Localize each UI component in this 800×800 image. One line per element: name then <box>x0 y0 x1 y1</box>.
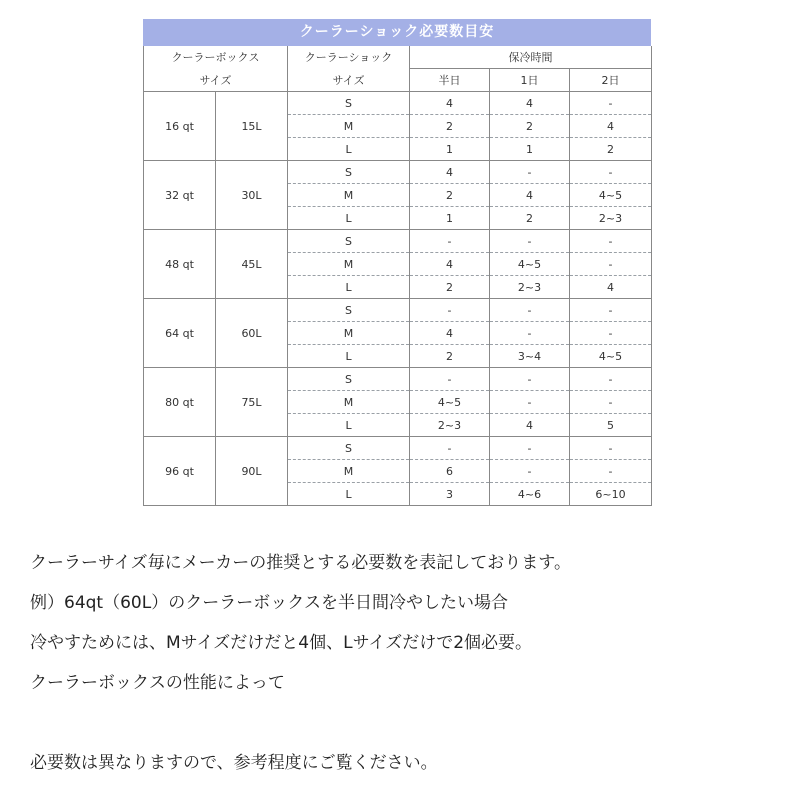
note-line: 例）64qt（60L）のクーラーボックスを半日間冷やしたい場合 <box>30 593 509 613</box>
two-day-cell: - <box>570 253 652 276</box>
two-day-cell: 2 <box>570 138 652 161</box>
half-day-cell: 2 <box>410 184 490 207</box>
two-day-cell: 5 <box>570 414 652 437</box>
table-row <box>144 437 652 460</box>
note-line: クーラーサイズ毎にメーカーの推奨とする必要数を表記しております。 <box>30 553 571 573</box>
two-day-cell: - <box>570 161 652 184</box>
half-day-cell: 2 <box>410 276 490 299</box>
shock-size-cell: S <box>288 368 410 391</box>
shock-size-cell: M <box>288 115 410 138</box>
notes <box>30 543 790 783</box>
one-day-cell: 3~4 <box>490 345 570 368</box>
two-day-cell: 4~5 <box>570 184 652 207</box>
one-day-cell: 4~6 <box>490 483 570 506</box>
half-day-cell: 2 <box>410 115 490 138</box>
two-day-cell: 2~3 <box>570 207 652 230</box>
one-day-cell: 2 <box>490 115 570 138</box>
two-day-cell: 6~10 <box>570 483 652 506</box>
cooler-qt-cell: 64 qt <box>144 299 216 368</box>
one-day-cell: 4 <box>490 414 570 437</box>
one-day-cell: - <box>490 368 570 391</box>
half-day-cell: 4 <box>410 253 490 276</box>
half-day-cell: 6 <box>410 460 490 483</box>
shock-size-cell: S <box>288 161 410 184</box>
note-line: 冷やすためには、Mサイズだけだと4個、Lサイズだけで2個必要。 <box>30 633 533 653</box>
header-half-day: 半日 <box>410 69 490 92</box>
shock-size-cell: S <box>288 299 410 322</box>
cooler-qt-cell: 80 qt <box>144 368 216 437</box>
table-row <box>144 299 652 322</box>
shock-size-cell: L <box>288 483 410 506</box>
header-cooler-shock: クーラーショック <box>288 46 410 69</box>
shock-size-cell: S <box>288 92 410 115</box>
one-day-cell: 1 <box>490 138 570 161</box>
cooler-liter-cell: 15L <box>216 92 288 161</box>
two-day-cell: - <box>570 92 652 115</box>
shock-size-cell: L <box>288 207 410 230</box>
one-day-cell: 4 <box>490 184 570 207</box>
half-day-cell: 4 <box>410 161 490 184</box>
table-row <box>144 368 652 391</box>
two-day-cell: - <box>570 299 652 322</box>
half-day-cell: 3 <box>410 483 490 506</box>
half-day-cell: - <box>410 230 490 253</box>
cooler-qt-cell: 96 qt <box>144 437 216 506</box>
half-day-cell: 4~5 <box>410 391 490 414</box>
one-day-cell: - <box>490 460 570 483</box>
half-day-cell: - <box>410 437 490 460</box>
cooler-qt-cell: 32 qt <box>144 161 216 230</box>
one-day-cell: - <box>490 161 570 184</box>
shock-size-cell: M <box>288 391 410 414</box>
cooler-liter-cell: 45L <box>216 230 288 299</box>
one-day-cell: - <box>490 391 570 414</box>
half-day-cell: - <box>410 299 490 322</box>
note-blank-line <box>30 703 790 743</box>
one-day-cell: - <box>490 437 570 460</box>
half-day-cell: 2~3 <box>410 414 490 437</box>
header-keep-time: 保冷時間 <box>410 46 652 69</box>
header-cooler-shock-size: サイズ <box>288 69 410 92</box>
one-day-cell: 4 <box>490 92 570 115</box>
one-day-cell: 2~3 <box>490 276 570 299</box>
table-title: クーラーショック必要数目安 <box>143 19 651 46</box>
half-day-cell: 1 <box>410 138 490 161</box>
shock-size-cell: M <box>288 460 410 483</box>
shock-size-cell: S <box>288 230 410 253</box>
header-cooler-box-size: サイズ <box>144 69 288 92</box>
half-day-cell: 1 <box>410 207 490 230</box>
cooler-liter-cell: 75L <box>216 368 288 437</box>
table-header <box>144 46 652 92</box>
two-day-cell: 4 <box>570 115 652 138</box>
cooler-qt-cell: 16 qt <box>144 92 216 161</box>
one-day-cell: - <box>490 230 570 253</box>
shock-size-cell: M <box>288 322 410 345</box>
half-day-cell: 4 <box>410 322 490 345</box>
table-row <box>144 161 652 184</box>
half-day-cell: - <box>410 368 490 391</box>
table-row <box>144 92 652 115</box>
table-row <box>144 230 652 253</box>
header-one-day: 1日 <box>490 69 570 92</box>
shock-size-cell: M <box>288 184 410 207</box>
shock-size-cell: L <box>288 276 410 299</box>
note-line: クーラーボックスの性能によって <box>30 673 285 693</box>
cooler-shock-table <box>143 46 652 506</box>
cooler-liter-cell: 30L <box>216 161 288 230</box>
shock-size-cell: L <box>288 138 410 161</box>
cooler-shock-table-wrap <box>143 19 651 506</box>
two-day-cell: 4~5 <box>570 345 652 368</box>
two-day-cell: - <box>570 230 652 253</box>
shock-size-cell: L <box>288 414 410 437</box>
two-day-cell: - <box>570 322 652 345</box>
one-day-cell: 4~5 <box>490 253 570 276</box>
cooler-liter-cell: 90L <box>216 437 288 506</box>
two-day-cell: 4 <box>570 276 652 299</box>
cooler-liter-cell: 60L <box>216 299 288 368</box>
one-day-cell: - <box>490 299 570 322</box>
half-day-cell: 4 <box>410 92 490 115</box>
note-line: 必要数は異なりますので、参考程度にご覧ください。 <box>30 753 438 773</box>
one-day-cell: - <box>490 322 570 345</box>
header-cooler-box: クーラーボックス <box>144 46 288 69</box>
two-day-cell: - <box>570 437 652 460</box>
two-day-cell: - <box>570 391 652 414</box>
cooler-qt-cell: 48 qt <box>144 230 216 299</box>
shock-size-cell: S <box>288 437 410 460</box>
one-day-cell: 2 <box>490 207 570 230</box>
shock-size-cell: M <box>288 253 410 276</box>
two-day-cell: - <box>570 368 652 391</box>
two-day-cell: - <box>570 460 652 483</box>
header-two-day: 2日 <box>570 69 652 92</box>
shock-size-cell: L <box>288 345 410 368</box>
half-day-cell: 2 <box>410 345 490 368</box>
table-body <box>144 92 652 506</box>
